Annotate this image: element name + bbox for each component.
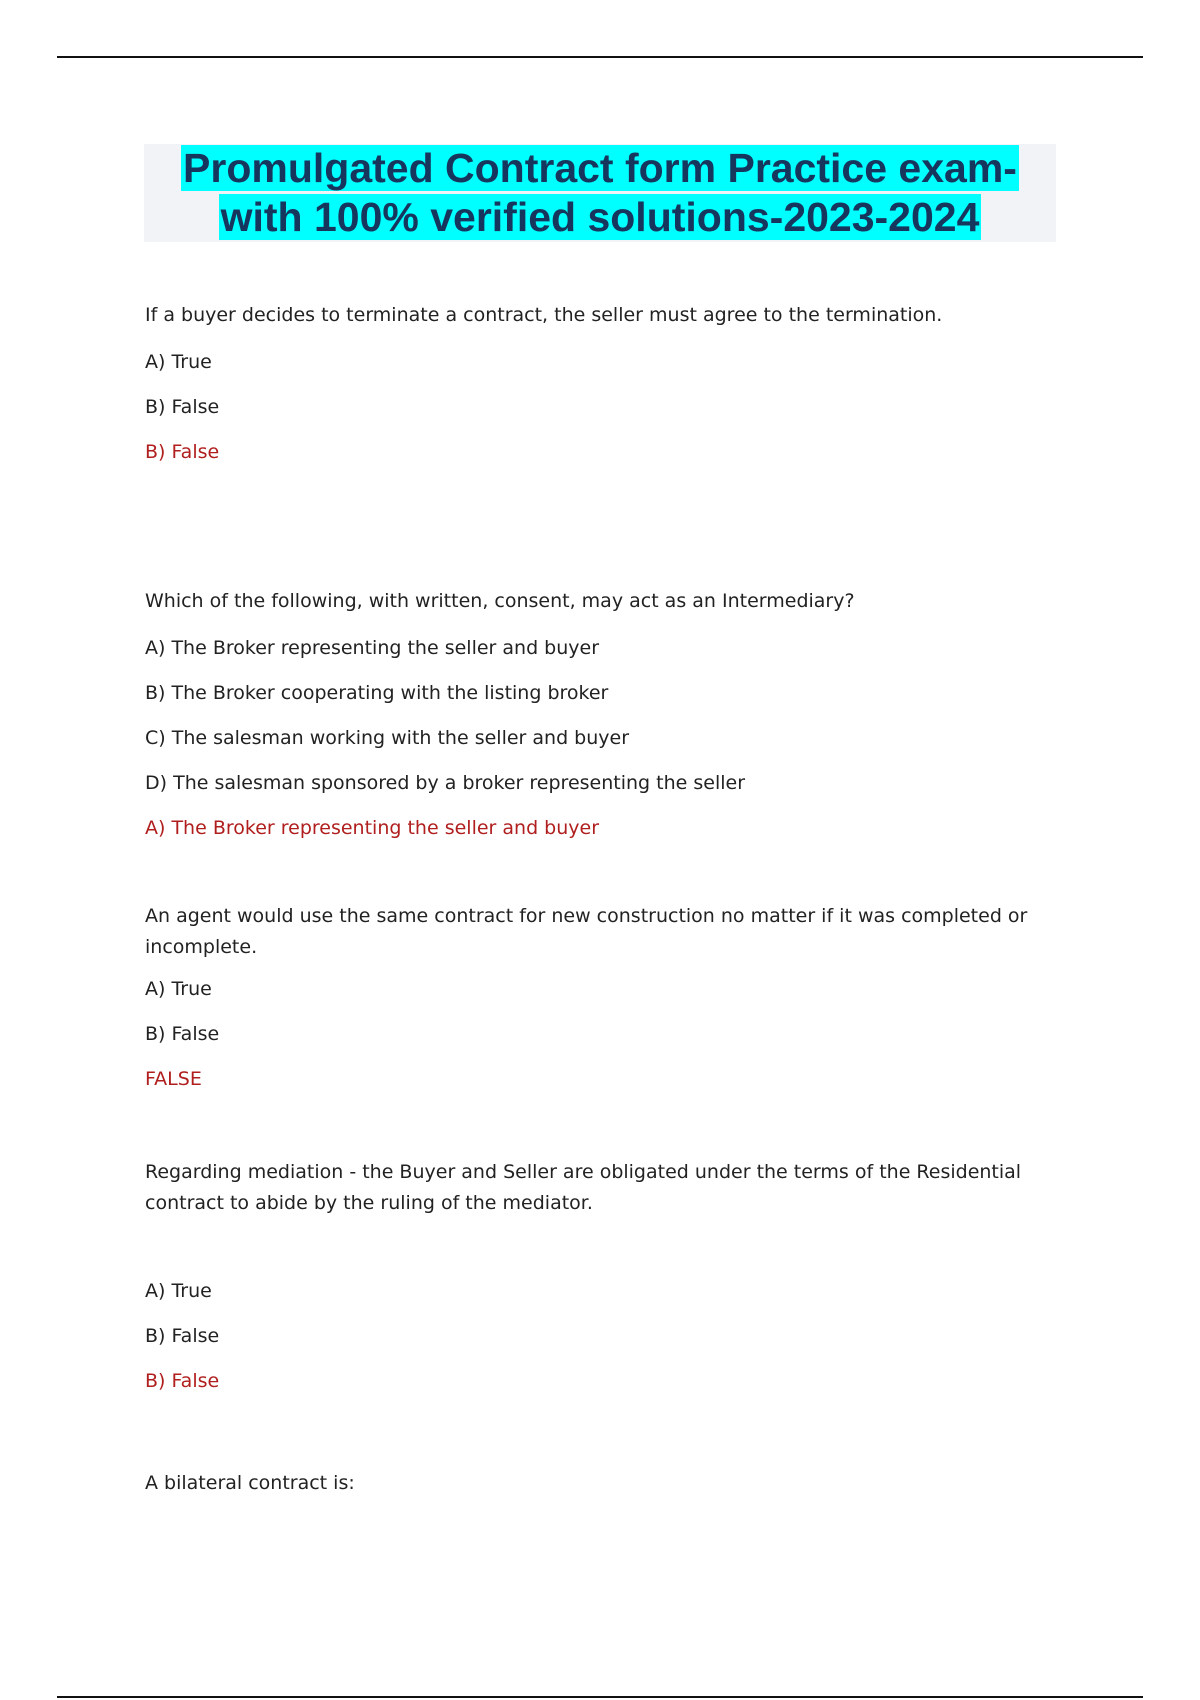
option-b: B) The Broker cooperating with the listing broker	[145, 682, 609, 704]
option-a: A) True	[145, 1280, 212, 1302]
option-b: B) False	[145, 1325, 220, 1347]
document-title	[144, 144, 1056, 242]
question-1	[145, 300, 1065, 464]
option-a: A) The Broker representing the seller and buyer	[145, 637, 600, 659]
option-a: A) True	[145, 978, 212, 1000]
title-line-2: with 100% verified solutions-2023-2024	[220, 194, 980, 240]
question-text: A bilateral contract is:	[145, 1472, 355, 1494]
option-d: D) The salesman sponsored by a broker representing the seller	[145, 772, 746, 794]
question-4	[145, 1157, 1065, 1393]
bottom-rule	[57, 1696, 1143, 1698]
question-text: Regarding mediation - the Buyer and Seller are obligated under the terms of the Residential contract to abide by the ruling of the mediator.	[145, 1161, 1022, 1214]
option-a: A) True	[145, 351, 212, 373]
answer: FALSE	[145, 1068, 202, 1090]
top-rule	[57, 56, 1143, 58]
question-text: If a buyer decides to terminate a contract, the seller must agree to the termination.	[145, 304, 943, 326]
question-2	[145, 586, 1065, 840]
answer: B) False	[145, 441, 220, 463]
option-b: B) False	[145, 396, 220, 418]
answer: B) False	[145, 1370, 220, 1392]
question-5	[145, 1468, 1065, 1499]
title-line-1: Promulgated Contract form Practice exam-	[183, 145, 1017, 191]
option-b: B) False	[145, 1023, 220, 1045]
option-c: C) The salesman working with the seller and buyer	[145, 727, 630, 749]
question-text: An agent would use the same contract for new construction no matter if it was completed or incomplete.	[145, 905, 1028, 958]
answer: A) The Broker representing the seller and buyer	[145, 817, 600, 839]
question-text: Which of the following, with written, consent, may act as an Intermediary?	[145, 590, 855, 612]
question-3	[145, 901, 1065, 1091]
